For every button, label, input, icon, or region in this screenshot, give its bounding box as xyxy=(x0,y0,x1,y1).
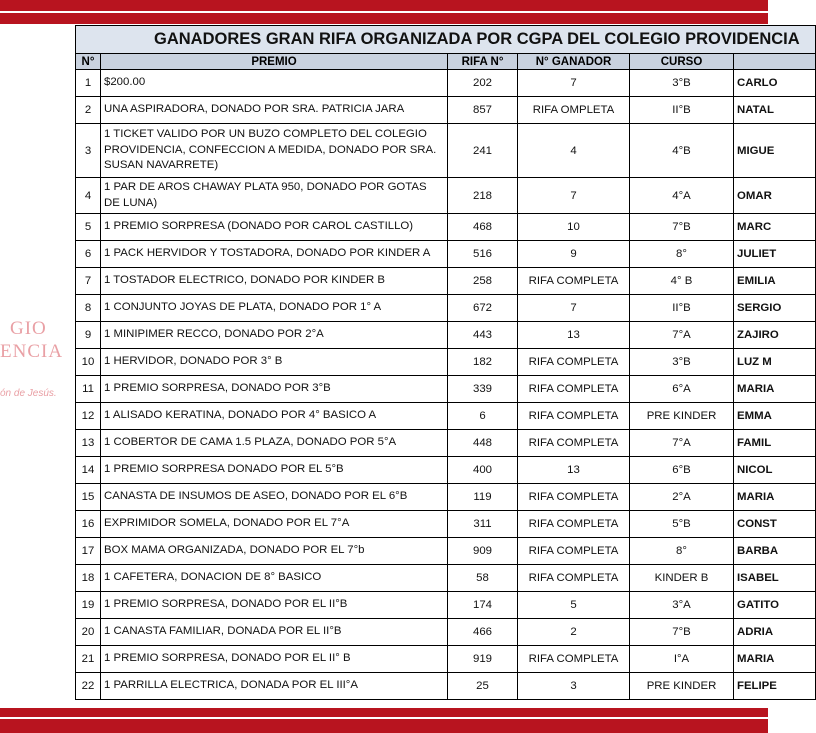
cell-rifa: 202 xyxy=(448,70,518,97)
cell-curso: 5°B xyxy=(630,511,734,538)
cell-ganador: 5 xyxy=(518,592,630,619)
cell-rifa: 468 xyxy=(448,214,518,241)
cell-ganador: RIFA COMPLETA xyxy=(518,538,630,565)
cell-premio: EXPRIMIDOR SOMELA, DONADO POR EL 7°A xyxy=(101,511,448,538)
cell-nombre: ISABEL xyxy=(734,565,816,592)
cell-ganador: 7 xyxy=(518,178,630,214)
cell-curso: II°B xyxy=(630,97,734,124)
cell-curso: 8° xyxy=(630,241,734,268)
cell-premio: 1 ALISADO KERATINA, DONADO POR 4° BASICO A xyxy=(101,403,448,430)
watermark-motto: ón de Jesús. xyxy=(0,388,57,399)
header-number: N° xyxy=(76,54,101,70)
cell-rifa: 448 xyxy=(448,430,518,457)
cell-ganador: RIFA COMPLETA xyxy=(518,646,630,673)
table-row xyxy=(76,511,816,538)
table-row xyxy=(76,376,816,403)
cell-number: 6 xyxy=(76,241,101,268)
header-nombre xyxy=(734,54,816,70)
cell-nombre: SERGIO xyxy=(734,295,816,322)
cell-premio: 1 PREMIO SORPRESA DONADO POR EL 5°B xyxy=(101,457,448,484)
cell-premio: 1 PREMIO SORPRESA (DONADO POR CAROL CASTILLO) xyxy=(101,214,448,241)
cell-premio: 1 PAR DE AROS CHAWAY PLATA 950, DONADO POR GOTAS DE LUNA) xyxy=(101,178,448,214)
cell-rifa: 174 xyxy=(448,592,518,619)
cell-ganador: 13 xyxy=(518,457,630,484)
cell-curso: PRE KINDER xyxy=(630,673,734,700)
cell-nombre: MIGUE xyxy=(734,124,816,178)
cell-curso: 6°B xyxy=(630,457,734,484)
cell-number: 21 xyxy=(76,646,101,673)
cell-nombre: CONST xyxy=(734,511,816,538)
cell-ganador: 3 xyxy=(518,673,630,700)
header-ganador: N° GANADOR xyxy=(518,54,630,70)
cell-number: 13 xyxy=(76,430,101,457)
top-banner-stripe xyxy=(0,11,768,13)
cell-nombre: LUZ M xyxy=(734,349,816,376)
cell-nombre: EMILIA xyxy=(734,268,816,295)
cell-nombre: MARIA xyxy=(734,646,816,673)
cell-number: 11 xyxy=(76,376,101,403)
cell-ganador: RIFA OMPLETA xyxy=(518,97,630,124)
cell-ganador: 7 xyxy=(518,295,630,322)
cell-curso: 3°B xyxy=(630,70,734,97)
cell-curso: 4° B xyxy=(630,268,734,295)
table-row xyxy=(76,457,816,484)
cell-ganador: RIFA COMPLETA xyxy=(518,403,630,430)
bottom-banner xyxy=(0,708,768,733)
cell-ganador: 2 xyxy=(518,619,630,646)
cell-number: 15 xyxy=(76,484,101,511)
cell-nombre: FAMIL xyxy=(734,430,816,457)
watermark-line-2: ENCIA xyxy=(0,341,64,362)
cell-number: 16 xyxy=(76,511,101,538)
cell-curso: 7°A xyxy=(630,322,734,349)
cell-ganador: RIFA COMPLETA xyxy=(518,268,630,295)
cell-premio: $200.00 xyxy=(101,70,448,97)
cell-curso: 7°B xyxy=(630,214,734,241)
table-row xyxy=(76,592,816,619)
cell-rifa: 339 xyxy=(448,376,518,403)
table-row xyxy=(76,70,816,97)
cell-nombre: MARIA xyxy=(734,376,816,403)
cell-rifa: 6 xyxy=(448,403,518,430)
cell-premio: 1 PREMIO SORPRESA, DONADO POR EL II°B xyxy=(101,592,448,619)
cell-rifa: 400 xyxy=(448,457,518,484)
cell-rifa: 516 xyxy=(448,241,518,268)
cell-rifa: 443 xyxy=(448,322,518,349)
bottom-banner-stripe xyxy=(0,717,768,719)
cell-number: 18 xyxy=(76,565,101,592)
cell-premio: 1 PREMIO SORPRESA, DONADO POR EL II° B xyxy=(101,646,448,673)
cell-premio: UNA ASPIRADORA, DONADO POR SRA. PATRICIA JARA xyxy=(101,97,448,124)
cell-number: 14 xyxy=(76,457,101,484)
cell-premio: 1 CONJUNTO JOYAS DE PLATA, DONADO POR 1° A xyxy=(101,295,448,322)
cell-number: 3 xyxy=(76,124,101,178)
cell-premio: 1 CAFETERA, DONACION DE 8° BASICO xyxy=(101,565,448,592)
cell-curso: 3°B xyxy=(630,349,734,376)
cell-curso: PRE KINDER xyxy=(630,403,734,430)
cell-rifa: 119 xyxy=(448,484,518,511)
cell-curso: 4°B xyxy=(630,124,734,178)
cell-premio: 1 PACK HERVIDOR Y TOSTADORA, DONADO POR KINDER A xyxy=(101,241,448,268)
cell-number: 2 xyxy=(76,97,101,124)
table-row xyxy=(76,565,816,592)
cell-rifa: 466 xyxy=(448,619,518,646)
table-row xyxy=(76,646,816,673)
cell-curso: 8° xyxy=(630,538,734,565)
cell-nombre: NICOL xyxy=(734,457,816,484)
cell-rifa: 919 xyxy=(448,646,518,673)
cell-premio: 1 COBERTOR DE CAMA 1.5 PLAZA, DONADO POR 5°A xyxy=(101,430,448,457)
table-row xyxy=(76,430,816,457)
top-banner xyxy=(0,0,768,24)
cell-number: 7 xyxy=(76,268,101,295)
table-row xyxy=(76,349,816,376)
table-row xyxy=(76,214,816,241)
cell-ganador: RIFA COMPLETA xyxy=(518,430,630,457)
cell-nombre: GATITO xyxy=(734,592,816,619)
cell-nombre: CARLO xyxy=(734,70,816,97)
cell-ganador: 7 xyxy=(518,70,630,97)
cell-curso: KINDER B xyxy=(630,565,734,592)
cell-rifa: 672 xyxy=(448,295,518,322)
cell-nombre: OMAR xyxy=(734,178,816,214)
cell-number: 17 xyxy=(76,538,101,565)
cell-nombre: MARIA xyxy=(734,484,816,511)
table-row xyxy=(76,322,816,349)
cell-number: 12 xyxy=(76,403,101,430)
cell-rifa: 182 xyxy=(448,349,518,376)
cell-curso: II°B xyxy=(630,295,734,322)
table-row xyxy=(76,241,816,268)
cell-ganador: RIFA COMPLETA xyxy=(518,484,630,511)
cell-nombre: EMMA xyxy=(734,403,816,430)
table-row xyxy=(76,538,816,565)
cell-nombre: ZAJIRO xyxy=(734,322,816,349)
cell-premio: 1 CANASTA FAMILIAR, DONADA POR EL II°B xyxy=(101,619,448,646)
table-row xyxy=(76,673,816,700)
cell-nombre: JULIET xyxy=(734,241,816,268)
cell-number: 10 xyxy=(76,349,101,376)
cell-nombre: ADRIA xyxy=(734,619,816,646)
cell-nombre: FELIPE xyxy=(734,673,816,700)
cell-rifa: 241 xyxy=(448,124,518,178)
header-curso: CURSO xyxy=(630,54,734,70)
cell-ganador: RIFA COMPLETA xyxy=(518,565,630,592)
cell-rifa: 218 xyxy=(448,178,518,214)
winners-table-container xyxy=(75,25,800,708)
cell-premio: 1 TOSTADOR ELECTRICO, DONADO POR KINDER B xyxy=(101,268,448,295)
cell-ganador: 4 xyxy=(518,124,630,178)
table-row xyxy=(76,124,816,178)
table-row xyxy=(76,295,816,322)
cell-nombre: BARBA xyxy=(734,538,816,565)
cell-rifa: 258 xyxy=(448,268,518,295)
watermark-line-1: GIO xyxy=(10,318,47,339)
cell-number: 9 xyxy=(76,322,101,349)
table-row xyxy=(76,403,816,430)
cell-rifa: 909 xyxy=(448,538,518,565)
cell-rifa: 311 xyxy=(448,511,518,538)
cell-premio: 1 PREMIO SORPRESA, DONADO POR 3°B xyxy=(101,376,448,403)
cell-nombre: MARC xyxy=(734,214,816,241)
cell-curso: 4°A xyxy=(630,178,734,214)
cell-curso: I°A xyxy=(630,646,734,673)
cell-premio: CANASTA DE INSUMOS DE ASEO, DONADO POR EL 6°B xyxy=(101,484,448,511)
cell-curso: 6°A xyxy=(630,376,734,403)
cell-ganador: 10 xyxy=(518,214,630,241)
cell-ganador: RIFA COMPLETA xyxy=(518,511,630,538)
cell-rifa: 25 xyxy=(448,673,518,700)
cell-curso: 7°A xyxy=(630,430,734,457)
cell-premio: 1 MINIPIMER RECCO, DONADO POR 2°A xyxy=(101,322,448,349)
header-rifa: RIFA N° xyxy=(448,54,518,70)
cell-curso: 3°A xyxy=(630,592,734,619)
table-title: GANADORES GRAN RIFA ORGANIZADA POR CGPA DEL COLEGIO PROVIDENCIA xyxy=(76,26,816,54)
cell-number: 8 xyxy=(76,295,101,322)
table-row xyxy=(76,619,816,646)
winners-table xyxy=(75,25,816,700)
cell-nombre: NATAL xyxy=(734,97,816,124)
table-row xyxy=(76,178,816,214)
cell-rifa: 857 xyxy=(448,97,518,124)
cell-ganador: 9 xyxy=(518,241,630,268)
cell-number: 1 xyxy=(76,70,101,97)
cell-number: 22 xyxy=(76,673,101,700)
cell-curso: 7°B xyxy=(630,619,734,646)
cell-premio: 1 PARRILLA ELECTRICA, DONADA POR EL III°A xyxy=(101,673,448,700)
cell-ganador: RIFA COMPLETA xyxy=(518,349,630,376)
cell-premio: 1 TICKET VALIDO POR UN BUZO COMPLETO DEL COLEGIO PROVIDENCIA, CONFECCION A MEDIDA, DONADO POR SRA. SUSAN NAVARRETE) xyxy=(101,124,448,178)
cell-premio: 1 HERVIDOR, DONADO POR 3° B xyxy=(101,349,448,376)
cell-number: 5 xyxy=(76,214,101,241)
header-row xyxy=(76,54,816,70)
cell-premio: BOX MAMA ORGANIZADA, DONADO POR EL 7°b xyxy=(101,538,448,565)
cell-ganador: RIFA COMPLETA xyxy=(518,376,630,403)
cell-rifa: 58 xyxy=(448,565,518,592)
table-row xyxy=(76,484,816,511)
cell-number: 20 xyxy=(76,619,101,646)
cell-number: 4 xyxy=(76,178,101,214)
header-premio: PREMIO xyxy=(101,54,448,70)
cell-curso: 2°A xyxy=(630,484,734,511)
table-row xyxy=(76,97,816,124)
cell-ganador: 13 xyxy=(518,322,630,349)
cell-number: 19 xyxy=(76,592,101,619)
table-row xyxy=(76,268,816,295)
